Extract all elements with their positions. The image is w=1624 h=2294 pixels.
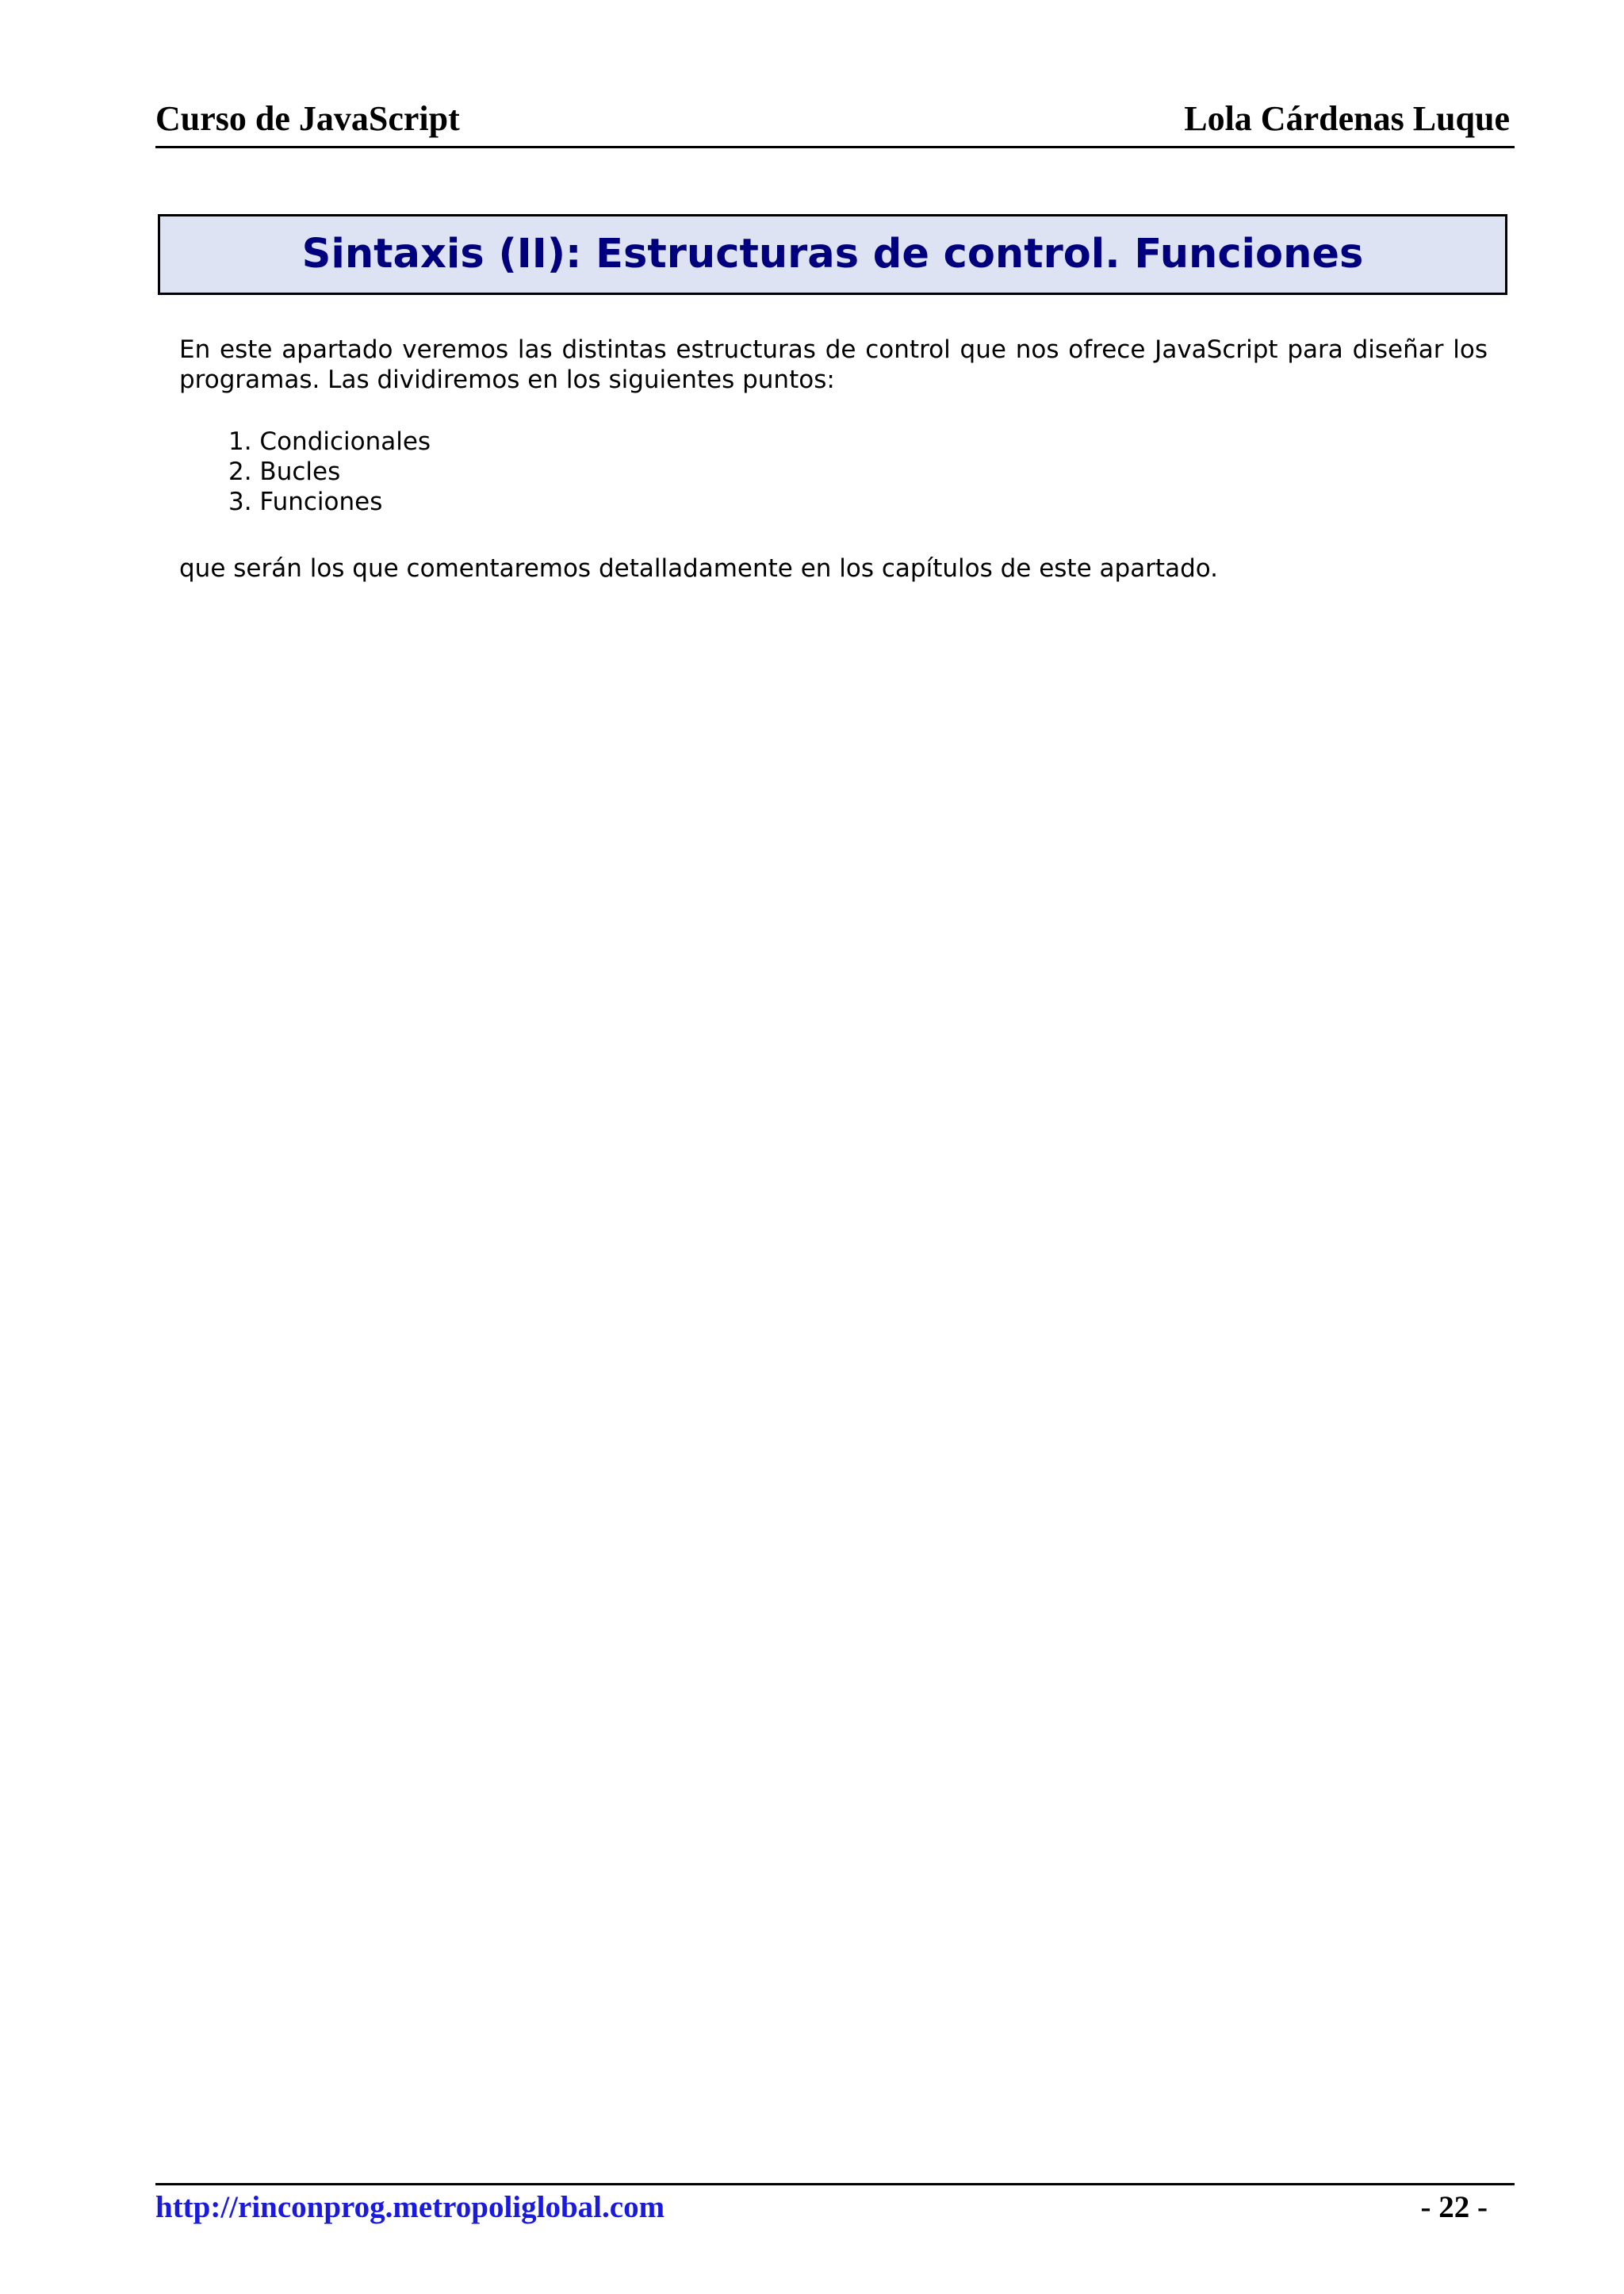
- page-number: - 22 -: [1420, 2190, 1488, 2224]
- page-content: [179, 335, 1488, 584]
- website-link[interactable]: http://rinconprog.metropoliglobal.com: [155, 2190, 665, 2224]
- intro-paragraph: En este apartado veremos las distintas estructuras de control que nos ofrece JavaScript para diseñar los programas. Las dividiremos en los siguientes puntos:: [179, 335, 1488, 394]
- topics-list: [179, 427, 1488, 517]
- page-footer: [155, 2183, 1515, 2233]
- list-item: 1. Condicionales: [228, 427, 431, 456]
- section-title: Sintaxis (II): Estructuras de control. Funciones: [301, 231, 1364, 278]
- course-title: Curso de JavaScript: [155, 99, 460, 138]
- page-header: [155, 95, 1515, 148]
- list-item: 3. Funciones: [228, 488, 383, 516]
- list-item: 2. Bucles: [228, 458, 341, 486]
- section-title-box: [158, 214, 1507, 295]
- author-name: Lola Cárdenas Luque: [1184, 99, 1510, 138]
- closing-paragraph: que serán los que comentaremos detalladamente en los capítulos de este apartado.: [179, 554, 1219, 583]
